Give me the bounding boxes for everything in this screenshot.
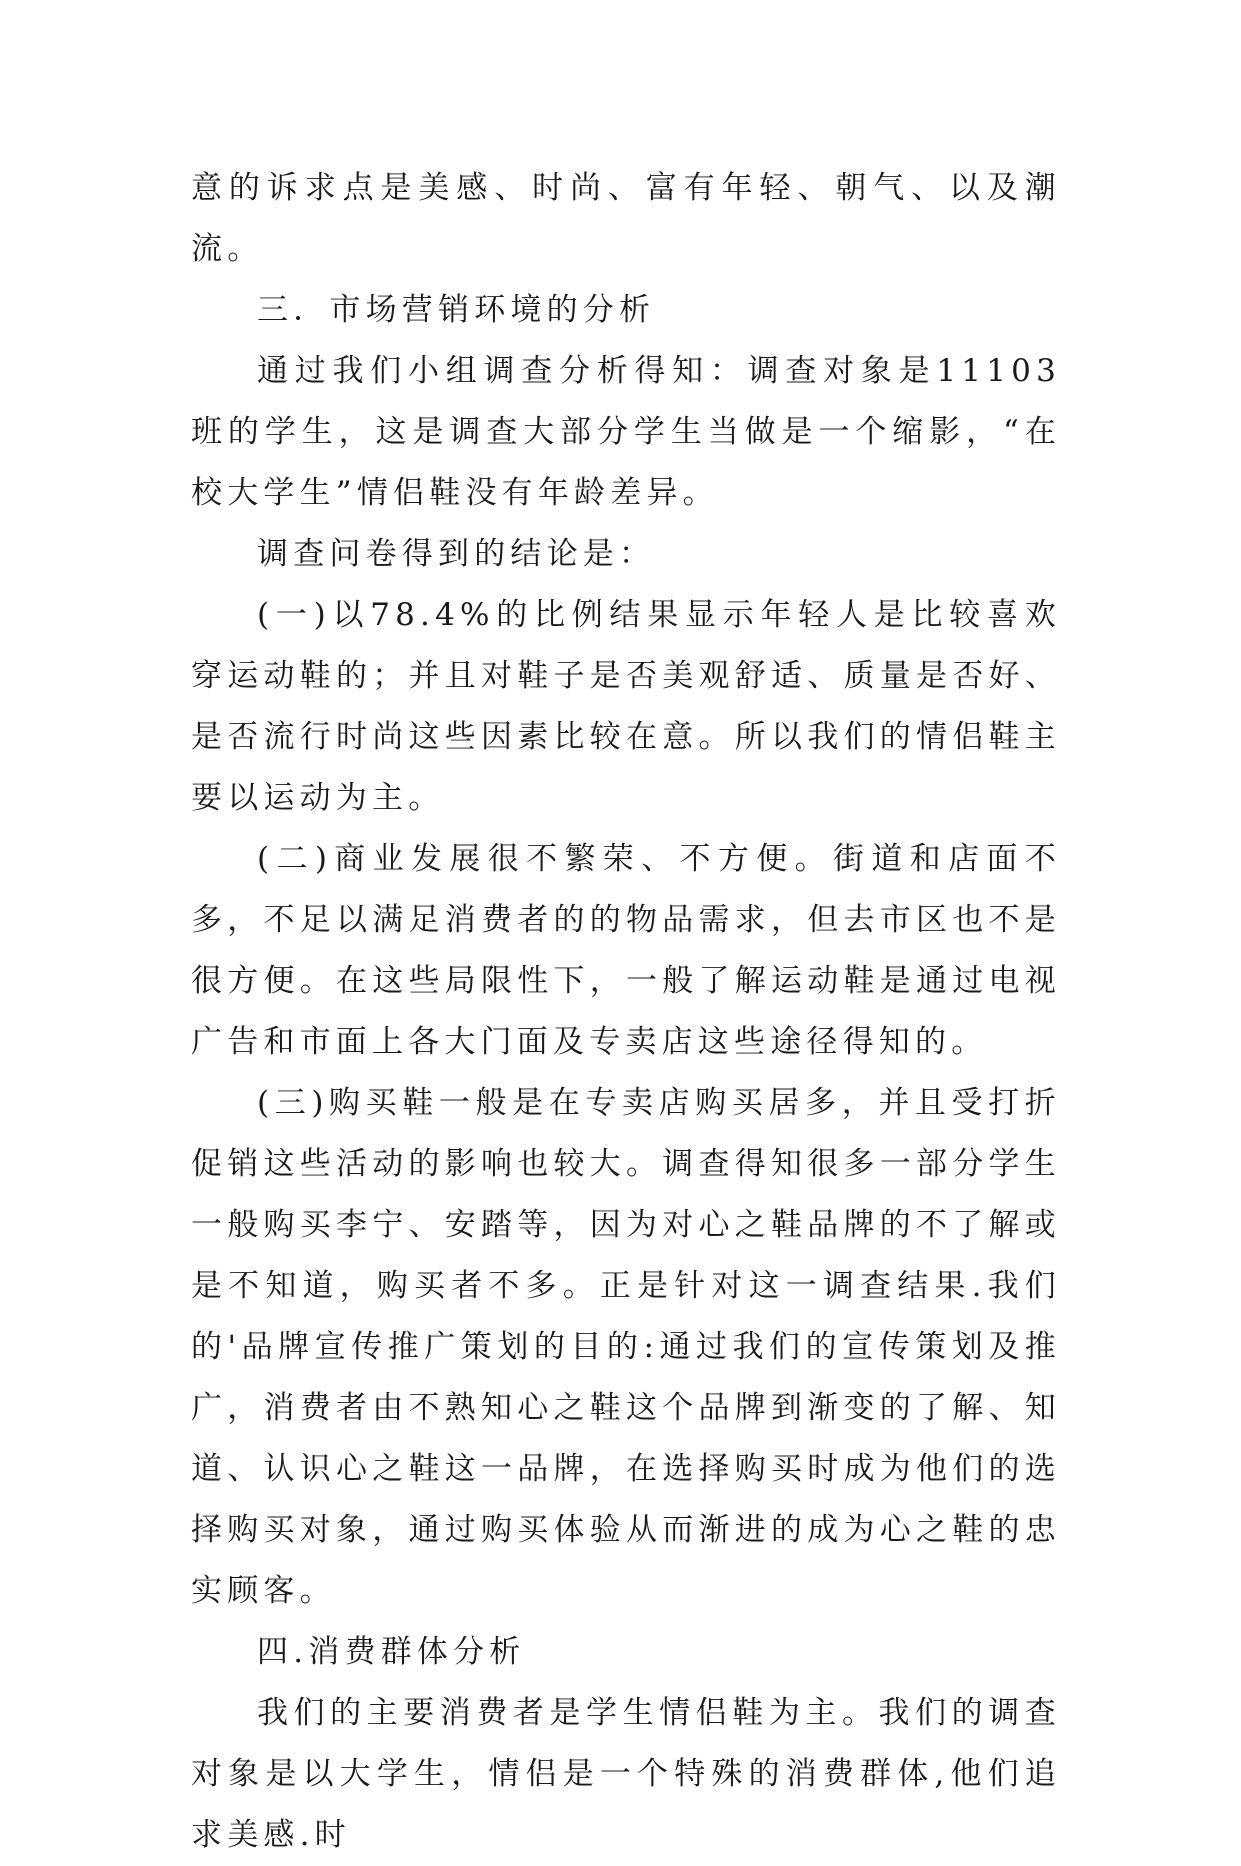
document-body (191, 158, 1061, 1866)
paragraph-continuation: 意的诉求点是美感、时尚、富有年轻、朝气、以及潮流。 (191, 170, 1061, 267)
paragraph-finding-1: (一)以78.4%的比例结果显示年轻人是比较喜欢穿运动鞋的；并且对鞋子是否美观舒适、质量是否好、是否流行时尚这些因素比较在意。所以我们的情侣鞋主要以运动为主。 (191, 597, 1061, 816)
paragraph-conclusion-lead: 调查问卷得到的结论是： (257, 536, 656, 572)
paragraph-finding-2: (二)商业发展很不繁荣、不方便。街道和店面不多，不足以满足消费者的的物品需求，但去市区也不是很方便。在这些局限性下，一般了解运动鞋是通过电视广告和市面上各大门面及专卖店这些途径得知的。 (191, 841, 1061, 1060)
paragraph-survey-intro: 通过我们小组调查分析得知：调查对象是11103班的学生，这是调查大部分学生当做是一个缩影，“在校大学生”情侣鞋没有年龄差异。 (191, 353, 1061, 511)
paragraph-finding-3: (三)购买鞋一般是在专卖店购买居多，并且受打折促销这些活动的影响也较大。调查得知很多一部分学生一般购买李宁、安踏等，因为对心之鞋品牌的不了解或是不知道，购买者不多。正是针对这一调查结果.我们的'品牌宣传推广策划的目的:通过我们的宣传策划及推广，消费者由不熟知心之鞋这个品牌到渐变的了解、知道、认识心之鞋这一品牌，在选择购买时成为他们的选择购买对象，通过购买体验从而渐进的成为心之鞋的忠实顾客。 (191, 1085, 1061, 1609)
section-heading-consumer-analysis: 四.消费群体分析 (257, 1634, 526, 1670)
section-heading-market-environment: 三．市场营销环境的分析 (257, 292, 656, 328)
paragraph-consumer-analysis: 我们的主要消费者是学生情侣鞋为主。我们的调查对象是以大学生，情侣是一个特殊的消费群体,他们追求美感.时 (191, 1695, 1061, 1853)
